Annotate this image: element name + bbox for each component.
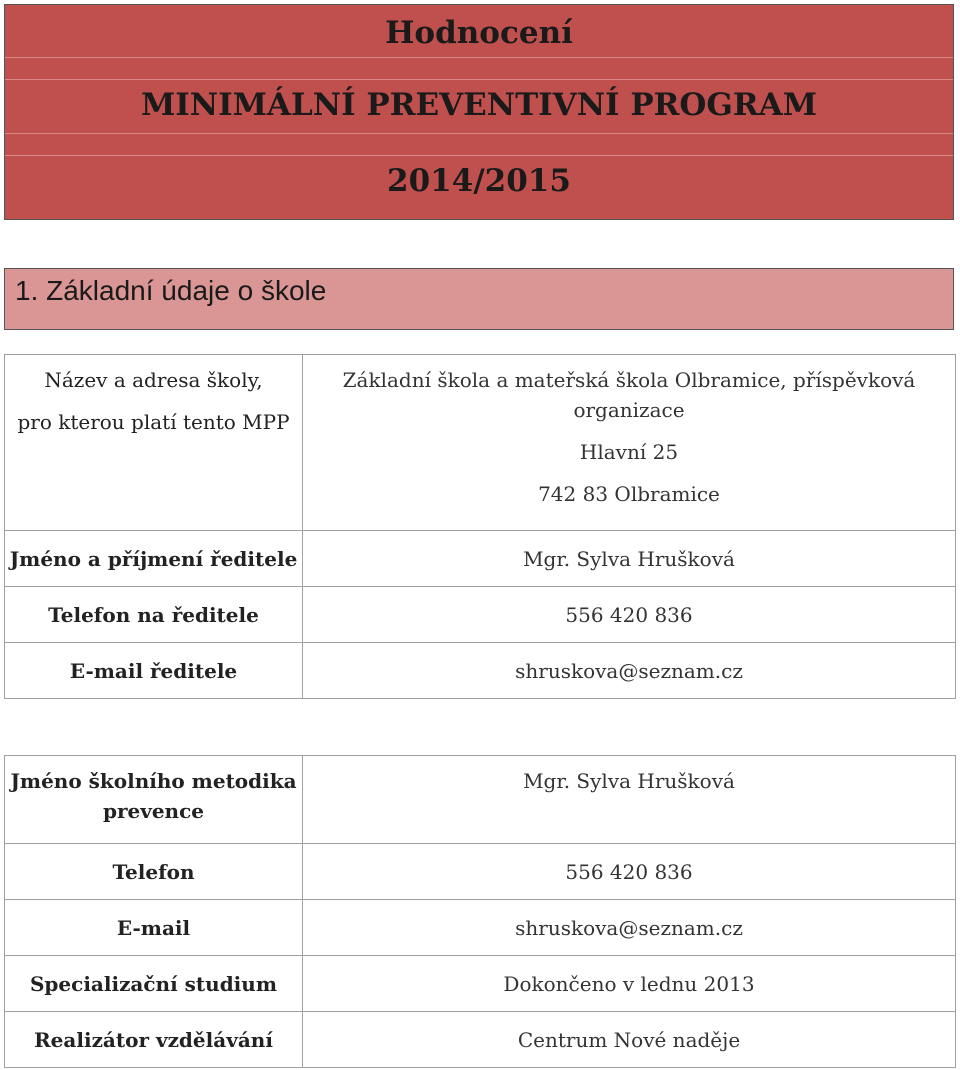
study-label: Specializační studium: [5, 956, 303, 1012]
table-row: [5, 756, 956, 844]
provider-value: Centrum Nové naděje: [303, 1012, 956, 1068]
prevention-table: [4, 755, 956, 1068]
methodist-label-cell: [5, 756, 303, 844]
methodist-value-cell: [303, 756, 956, 844]
provider-label: Realizátor vzdělávání: [5, 1012, 303, 1068]
director-value: Mgr. Sylva Hrušková: [303, 531, 956, 587]
school-label-line: pro kterou platí tento MPP: [17, 410, 290, 434]
title-block: [4, 4, 954, 220]
table-row: [5, 531, 956, 587]
study-value: Dokončeno v lednu 2013: [303, 956, 956, 1012]
methodist-email-value: shruskova@seznam.cz: [303, 900, 956, 956]
table-row: [5, 355, 956, 531]
director-phone-value: 556 420 836: [303, 587, 956, 643]
school-name-line: Základní škola a mateřská škola Olbramice, příspěvková: [342, 368, 916, 392]
school-city: 742 83 Olbramice: [538, 482, 720, 506]
table-row: [5, 643, 956, 699]
section-title: 1. Základní údaje o škole: [15, 275, 327, 306]
methodist-value: Mgr. Sylva Hrušková: [523, 769, 735, 793]
program-title: MINIMÁLNÍ PREVENTIVNÍ PROGRAM: [140, 87, 818, 123]
school-name-line: organizace: [573, 398, 685, 422]
methodist-phone-label: Telefon: [5, 844, 303, 900]
school-label-cell: [5, 355, 303, 531]
divider: [5, 57, 953, 58]
section-header: [4, 268, 954, 330]
school-address-cell: [303, 355, 956, 531]
school-year: 2014/2015: [387, 163, 571, 199]
methodist-label-line: Jméno školního metodika: [10, 769, 297, 793]
table-row: [5, 1012, 956, 1068]
methodist-email-label: E-mail: [5, 900, 303, 956]
divider: [5, 155, 953, 156]
document-title: Hodnocení: [385, 15, 573, 51]
methodist-label-line: prevence: [102, 799, 205, 823]
table-row: [5, 587, 956, 643]
table-row: [5, 900, 956, 956]
methodist-phone-value: 556 420 836: [303, 844, 956, 900]
director-phone-label: Telefon na ředitele: [5, 587, 303, 643]
table-row: [5, 844, 956, 900]
school-street: Hlavní 25: [579, 440, 679, 464]
director-email-label: E-mail ředitele: [5, 643, 303, 699]
divider: [5, 79, 953, 80]
school-info-table: [4, 354, 956, 699]
director-email-value: shruskova@seznam.cz: [303, 643, 956, 699]
table-row: [5, 956, 956, 1012]
director-label: Jméno a příjmení ředitele: [5, 531, 303, 587]
school-label-line: Název a adresa školy,: [44, 368, 263, 392]
divider: [5, 133, 953, 134]
